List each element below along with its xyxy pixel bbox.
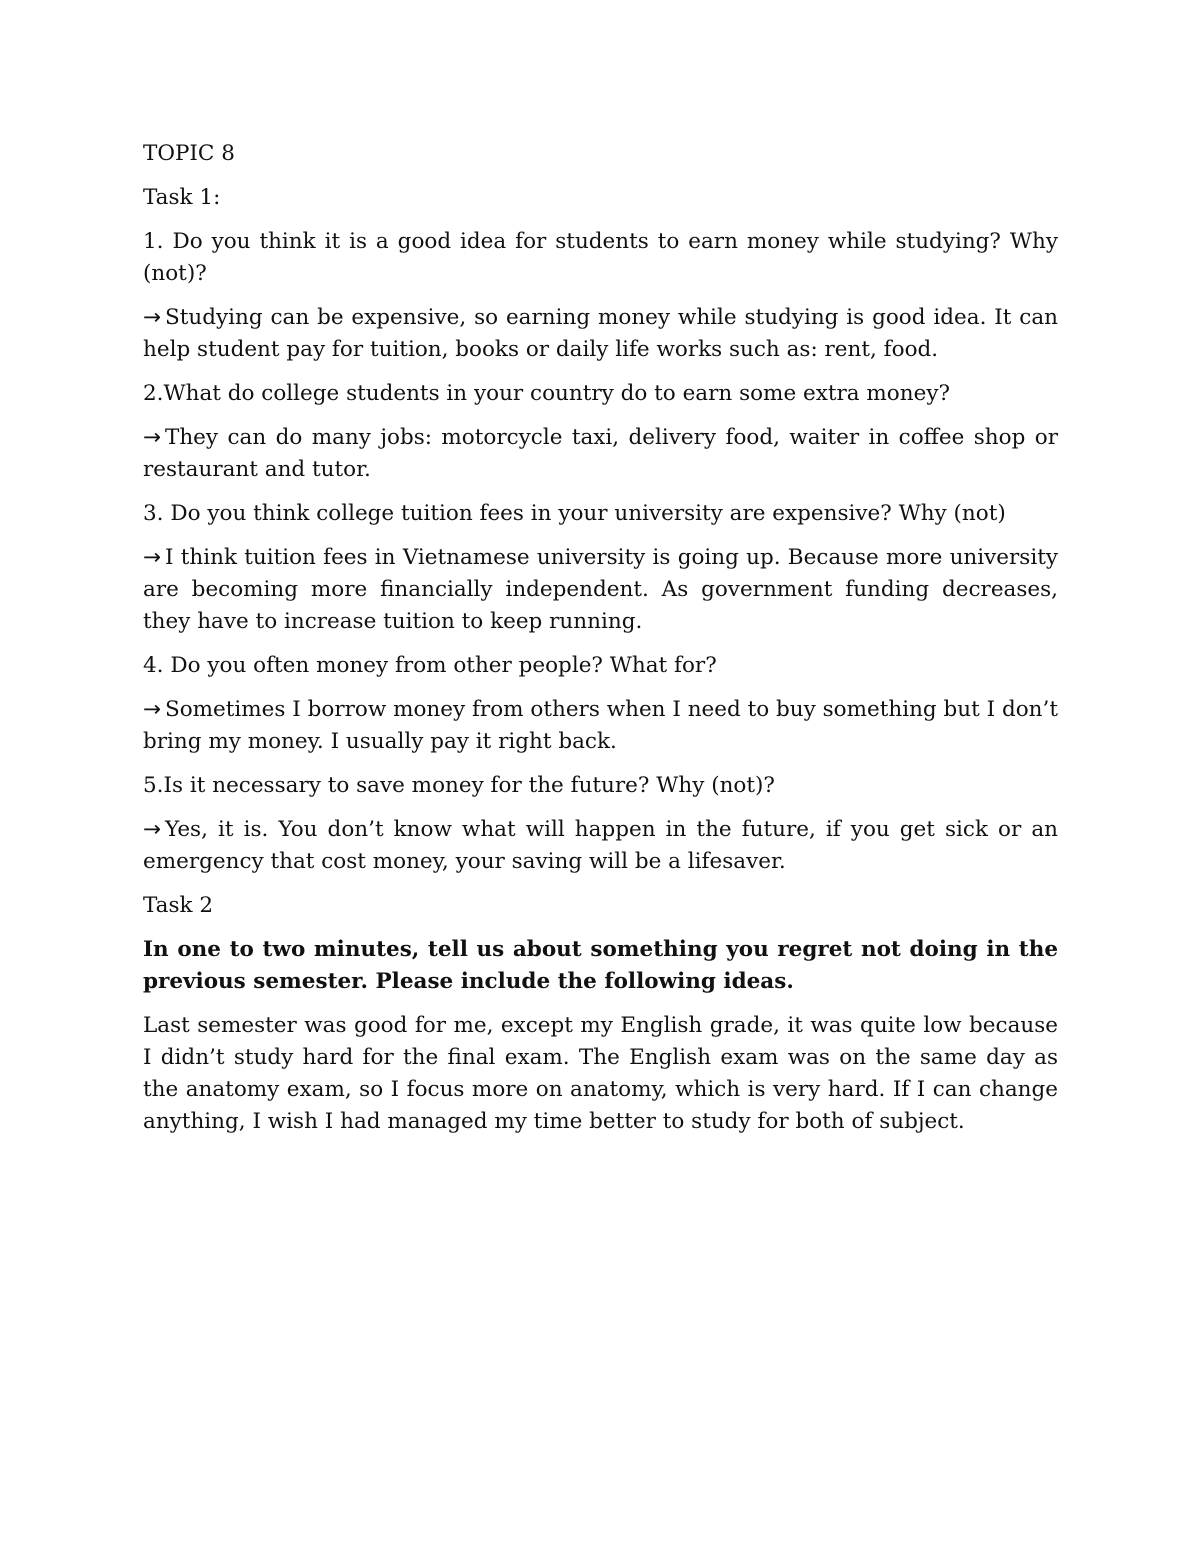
question-5: 5.Is it necessary to save money for the future? Why (not)? (143, 773, 775, 798)
answer-text: Studying can be expensive, so earning money while studying is good idea. It can help student pay for tuition, books or daily life works such as: rent, food. (143, 305, 1058, 362)
arrow-icon: → (143, 697, 162, 722)
answer-1 (143, 302, 1058, 366)
task1-heading: Task 1: (143, 185, 221, 210)
answer-text: Sometimes I borrow money from others when I need to buy something but I don’t bring my money. I usually pay it right back. (143, 697, 1058, 754)
task2-prompt: In one to two minutes, tell us about something you regret not doing in the previous semester. Please include the following ideas. (143, 937, 1058, 994)
task2-answer: Last semester was good for me, except my English grade, it was quite low because I didn’t study hard for the final exam. The English exam was on the same day as the anatomy exam, so I focus more on anatomy, which is very hard. If I can change anything, I wish I had managed my time better to study for both of subject. (143, 1013, 1058, 1134)
arrow-icon: → (143, 545, 162, 570)
answer-text: They can do many jobs: motorcycle taxi, delivery food, waiter in coffee shop or restaurant and tutor. (143, 425, 1058, 482)
answer-text: Yes, it is. You don’t know what will happen in the future, if you get sick or an emergency that cost money, your saving will be a lifesaver. (143, 817, 1058, 874)
question-4: 4. Do you often money from other people? What for? (143, 653, 717, 678)
task2-heading: Task 2 (143, 893, 214, 918)
question-3: 3. Do you think college tuition fees in your university are expensive? Why (not) (143, 501, 1006, 526)
answer-3 (143, 542, 1058, 638)
answer-text: I think tuition fees in Vietnamese university is going up. Because more university are becoming more financially independent. As government funding decreases, they have to increase tuition to keep running. (143, 545, 1058, 634)
question-2: 2.What do college students in your country do to earn some extra money? (143, 381, 950, 406)
arrow-icon: → (143, 425, 162, 450)
answer-2 (143, 422, 1058, 486)
topic-title: TOPIC 8 (143, 141, 235, 166)
arrow-icon: → (143, 305, 162, 330)
question-1: 1. Do you think it is a good idea for students to earn money while studying? Why (not)? (143, 229, 1058, 286)
answer-5 (143, 814, 1058, 878)
answer-4 (143, 694, 1058, 758)
document-page (143, 138, 1058, 1150)
arrow-icon: → (143, 817, 162, 842)
